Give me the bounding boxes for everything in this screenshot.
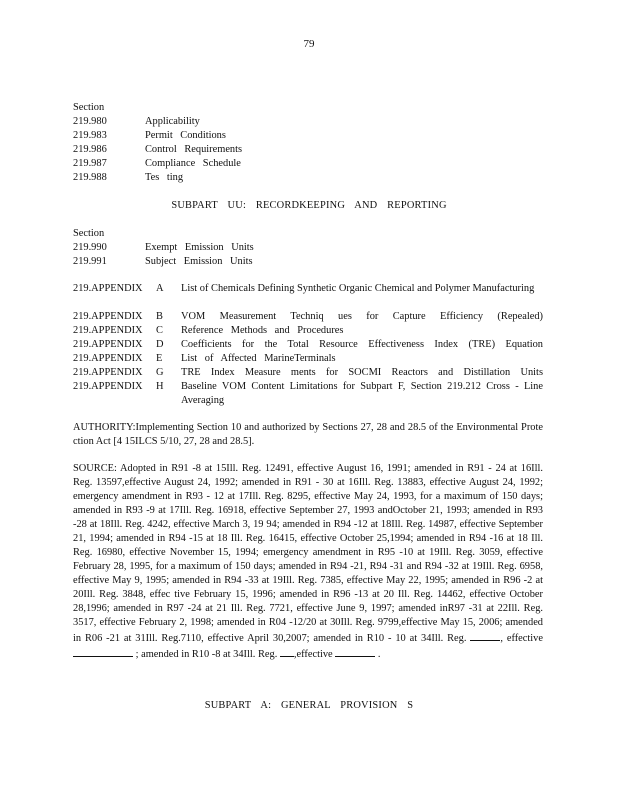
authority-paragraph: AUTHORITY:Implementing Section 10 and authorized by Sections 27, 28 and 28.5 of the Environmental Prote ction Act [4 15ILCS 5/10, 27, 28 and 28.5].: [73, 422, 543, 447]
section-row: [73, 255, 543, 269]
section-row: [73, 115, 543, 129]
page-number: 79: [303, 38, 315, 50]
source-tail-text: ,effective: [293, 649, 333, 660]
appendix-row: [73, 352, 543, 366]
source-text: SOURCE: Adopted in R91 -8 at 15Ill. Reg. 12491, effective August 16, 1991; amended in R91 - 24 at 16Ill. Reg. 13597,effective August 24, 1992; amended in R91 - 30 at 16Ill. Reg. 13883, effective August 24, 1992; emergency amendment in R93 - 12 at 17Ill. Reg. 8295, effective May 24, 1993, for a maximum of 150 days; amended in R93 -9 at 17Ill. Reg. 16918, effective September 27, 1993 andOctober 21, 1993; amended in R93 -28 at 18Ill. Reg. 4242, effective March 3, 19 94; amended in R94 -12 at 18Ill. Reg. 14987, effective September 21, 1994; amended in R94 -15 at 18 Ill. Reg. 16415, effective October 25,1994; amended in R94 -16 at 18 Ill. Reg. 16980, effective November 15, 1994; emergency amendment in R95 -10 at 19Ill. Reg. 3059, effective February 28, 1995, for a maximum of 150 days; amended in R94 -21, R94 -31 and R94 -32 at 19Ill. Reg. 6958, effective May 9, 1995; amended in R94 -33 at 19Ill. Reg. 7385, effective May 22, 1995; amended in R96 -2 at 20Ill. Reg. 3848, effec tive February 15, 1996; amended in R96 -13 at 20 Ill. Reg. 14462, effective October 28,1996; amended in R97 -24 at 21 Ill. Reg. 7721, effective June 9, 1997; amended inR97 -31 at 22Ill. Reg. 3517, effective February 2, 1998; amended in R04 -12/20 at 30Ill. Reg. 9799,effective May 15, 2006; amended in R06 -21 at 31Ill. Reg.7110, effective April 30,2007; amended in R10 - 10 at 34Ill. Reg.: [73, 463, 543, 644]
subpart-a-heading: SUBPART A: GENERAL PROVISION S: [204, 700, 414, 711]
section-number: 219.990: [73, 242, 107, 253]
subpart-uu-heading: SUBPART UU: RECORDKEEPING AND REPORTING: [171, 200, 447, 211]
appendix-row: [73, 380, 543, 408]
appendix-row: [73, 282, 543, 310]
appendix-number: 219.APPENDIX: [73, 339, 143, 350]
blank-line: [73, 646, 133, 657]
appendix-letter: C: [156, 325, 163, 336]
appendix-row: [73, 310, 543, 324]
section-number: 219.988: [73, 172, 107, 183]
section-title: Compliance Schedule: [145, 158, 241, 169]
appendix-number: 219.APPENDIX: [73, 381, 143, 392]
section-row: [73, 171, 543, 185]
appendix-title: Reference Methods and Procedures: [181, 325, 344, 336]
appendix-title: Coefficients for the Total Resource Effectiveness Index (TRE) Equation: [181, 339, 543, 350]
appendix-number: 219.APPENDIX: [73, 353, 143, 364]
appendix-number: 219.APPENDIX: [73, 311, 143, 322]
section-number: 219.986: [73, 144, 107, 155]
appendix-letter: D: [156, 339, 164, 350]
appendix-number: 219.APPENDIX: [73, 367, 143, 378]
section-title: Subject Emission Units: [145, 256, 253, 267]
section-number: 219.983: [73, 130, 107, 141]
appendix-number: 219.APPENDIX: [73, 283, 143, 294]
section-number: 219.991: [73, 256, 107, 267]
appendix-title: Baseline VOM Content Limitations for Subpart F, Section 219.212 Cross - Line Averaging: [181, 381, 543, 406]
blank-line: [335, 646, 375, 657]
appendix-title: VOM Measurement Techniq ues for Capture Efficiency (Repealed): [181, 311, 543, 322]
source-paragraph: [73, 462, 543, 662]
section-row: [73, 241, 543, 255]
appendix-row: [73, 324, 543, 338]
section-title: Applicability: [145, 116, 200, 127]
appendix-letter: B: [156, 311, 163, 322]
appendix-row: [73, 338, 543, 352]
section-label: Section: [73, 102, 105, 113]
section-label: Section: [73, 228, 105, 239]
source-tail-text: ; amended in R10 -8 at 34Ill. Reg.: [135, 649, 278, 660]
appendix-letter: H: [156, 381, 164, 392]
section-row: [73, 143, 543, 157]
source-tail-text: .: [377, 649, 381, 660]
section-row: [73, 157, 543, 171]
appendix-title: List of Chemicals Defining Synthetic Organic Chemical and Polymer Manufacturing: [181, 283, 535, 294]
blank-line: [470, 630, 500, 641]
appendix-number: 219.APPENDIX: [73, 325, 143, 336]
appendix-title: TRE Index Measure ments for SOCMI Reactors and Distillation Units: [181, 367, 543, 378]
appendix-title: List of Affected MarineTerminals: [181, 353, 336, 364]
source-tail-text: , effective: [500, 633, 543, 644]
section-row: [73, 129, 543, 143]
section-title: Permit Conditions: [145, 130, 226, 141]
appendix-letter: G: [156, 367, 164, 378]
section-number: 219.980: [73, 116, 107, 127]
section-title: Exempt Emission Units: [145, 242, 254, 253]
appendix-letter: A: [156, 283, 164, 294]
section-title: Control Requirements: [145, 144, 243, 155]
section-number: 219.987: [73, 158, 107, 169]
appendix-letter: E: [156, 353, 163, 364]
section-title: Tes ting: [145, 172, 184, 183]
blank-line: [280, 646, 294, 657]
appendix-row: [73, 366, 543, 380]
